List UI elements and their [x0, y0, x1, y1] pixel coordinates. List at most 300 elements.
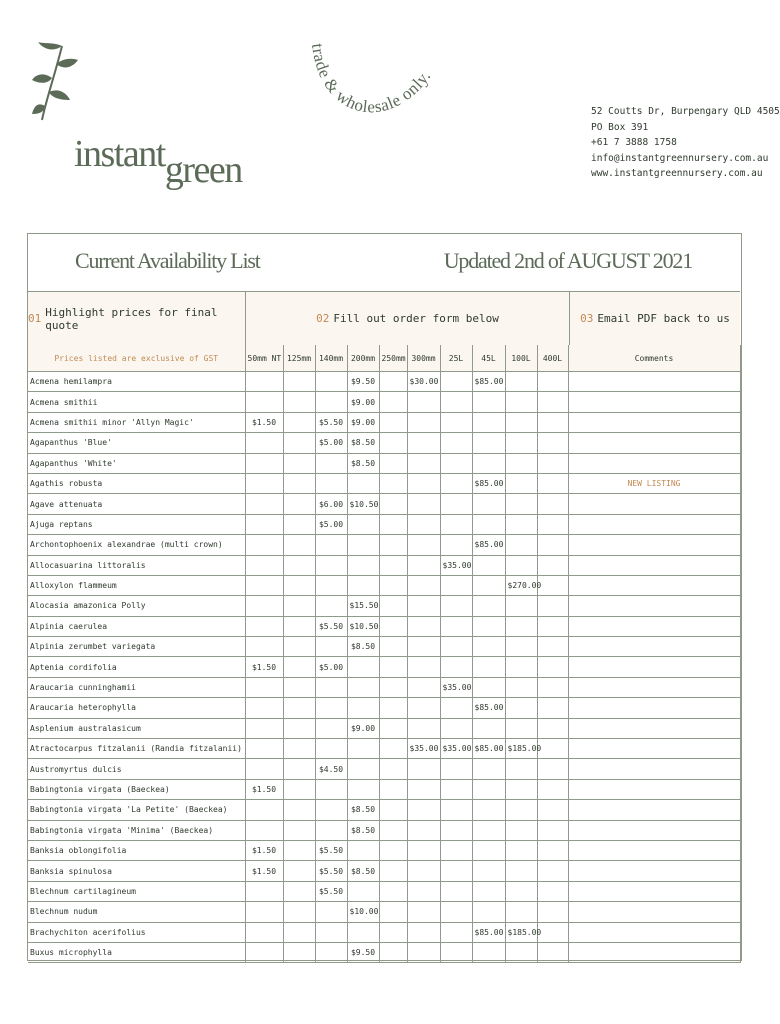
price-cell[interactable] — [245, 677, 283, 697]
price-cell[interactable] — [315, 392, 347, 412]
price-cell[interactable]: $5.50 — [315, 616, 347, 636]
price-cell[interactable] — [505, 473, 537, 493]
price-cell[interactable] — [245, 800, 283, 820]
price-cell[interactable] — [440, 840, 472, 860]
price-cell[interactable] — [505, 881, 537, 901]
price-cell[interactable] — [379, 739, 407, 759]
price-cell[interactable] — [407, 718, 440, 738]
price-cell[interactable] — [537, 433, 568, 453]
price-cell[interactable] — [472, 657, 505, 677]
price-cell[interactable]: $85.00 — [472, 473, 505, 493]
price-cell[interactable]: $1.50 — [245, 412, 283, 432]
price-cell[interactable] — [407, 677, 440, 697]
price-cell[interactable] — [440, 922, 472, 942]
price-cell[interactable] — [283, 881, 315, 901]
price-cell[interactable] — [472, 942, 505, 962]
price-cell[interactable] — [407, 555, 440, 575]
price-cell[interactable] — [407, 535, 440, 555]
price-cell[interactable] — [472, 759, 505, 779]
price-cell[interactable] — [440, 494, 472, 514]
price-cell[interactable] — [379, 902, 407, 922]
price-cell[interactable] — [283, 861, 315, 881]
price-cell[interactable] — [440, 657, 472, 677]
price-cell[interactable]: $8.50 — [347, 820, 379, 840]
price-cell[interactable] — [505, 412, 537, 432]
price-cell[interactable]: $5.50 — [315, 861, 347, 881]
price-cell[interactable] — [245, 372, 283, 392]
price-cell[interactable] — [505, 677, 537, 697]
price-cell[interactable] — [407, 942, 440, 962]
price-cell[interactable] — [315, 677, 347, 697]
price-cell[interactable] — [347, 555, 379, 575]
price-cell[interactable] — [379, 494, 407, 514]
price-cell[interactable] — [407, 596, 440, 616]
comment-cell[interactable] — [568, 739, 740, 759]
price-cell[interactable] — [379, 820, 407, 840]
price-cell[interactable]: $5.00 — [315, 514, 347, 534]
price-cell[interactable] — [440, 902, 472, 922]
price-cell[interactable] — [379, 698, 407, 718]
price-cell[interactable] — [537, 616, 568, 636]
price-cell[interactable] — [283, 392, 315, 412]
price-cell[interactable] — [347, 535, 379, 555]
comment-cell[interactable] — [568, 412, 740, 432]
price-cell[interactable] — [407, 698, 440, 718]
comment-cell[interactable] — [568, 575, 740, 595]
price-cell[interactable] — [283, 473, 315, 493]
comment-cell[interactable] — [568, 881, 740, 901]
price-cell[interactable] — [440, 473, 472, 493]
price-cell[interactable] — [505, 372, 537, 392]
price-cell[interactable] — [505, 616, 537, 636]
price-cell[interactable] — [283, 840, 315, 860]
price-cell[interactable] — [505, 779, 537, 799]
price-cell[interactable] — [505, 820, 537, 840]
price-cell[interactable]: $5.50 — [315, 412, 347, 432]
price-cell[interactable] — [537, 575, 568, 595]
price-cell[interactable] — [440, 596, 472, 616]
price-cell[interactable] — [407, 779, 440, 799]
price-cell[interactable] — [347, 677, 379, 697]
price-cell[interactable] — [407, 840, 440, 860]
price-cell[interactable]: $9.50 — [347, 942, 379, 962]
price-cell[interactable] — [245, 718, 283, 738]
price-cell[interactable] — [537, 718, 568, 738]
price-cell[interactable] — [407, 616, 440, 636]
price-cell[interactable] — [440, 637, 472, 657]
price-cell[interactable] — [283, 372, 315, 392]
price-cell[interactable] — [407, 922, 440, 942]
price-cell[interactable]: $5.00 — [315, 433, 347, 453]
price-cell[interactable]: $1.50 — [245, 657, 283, 677]
price-cell[interactable] — [407, 820, 440, 840]
price-cell[interactable] — [440, 412, 472, 432]
price-cell[interactable]: $1.50 — [245, 779, 283, 799]
comment-cell[interactable] — [568, 616, 740, 636]
price-cell[interactable] — [283, 494, 315, 514]
price-cell[interactable] — [347, 657, 379, 677]
price-cell[interactable] — [440, 698, 472, 718]
price-cell[interactable] — [379, 433, 407, 453]
price-cell[interactable] — [245, 902, 283, 922]
price-cell[interactable] — [245, 494, 283, 514]
price-cell[interactable] — [537, 555, 568, 575]
price-cell[interactable] — [537, 800, 568, 820]
price-cell[interactable] — [537, 922, 568, 942]
comment-cell[interactable] — [568, 514, 740, 534]
price-cell[interactable] — [283, 759, 315, 779]
price-cell[interactable] — [283, 575, 315, 595]
price-cell[interactable] — [407, 433, 440, 453]
price-cell[interactable]: $35.00 — [440, 677, 472, 697]
price-cell[interactable] — [472, 575, 505, 595]
price-cell[interactable] — [245, 555, 283, 575]
price-cell[interactable]: $10.00 — [347, 902, 379, 922]
price-cell[interactable] — [283, 453, 315, 473]
price-cell[interactable] — [283, 514, 315, 534]
price-cell[interactable]: $1.50 — [245, 840, 283, 860]
price-cell[interactable] — [505, 800, 537, 820]
price-cell[interactable] — [440, 881, 472, 901]
price-cell[interactable] — [472, 637, 505, 657]
email-link[interactable]: info@instantgreennursery.com.au — [591, 152, 769, 164]
price-cell[interactable] — [245, 942, 283, 962]
price-cell[interactable]: $8.50 — [347, 433, 379, 453]
price-cell[interactable] — [472, 677, 505, 697]
price-cell[interactable] — [315, 922, 347, 942]
price-cell[interactable]: $85.00 — [472, 698, 505, 718]
price-cell[interactable] — [379, 942, 407, 962]
price-cell[interactable] — [537, 514, 568, 534]
price-cell[interactable] — [440, 453, 472, 473]
price-cell[interactable] — [315, 739, 347, 759]
price-cell[interactable] — [379, 922, 407, 942]
price-cell[interactable] — [283, 657, 315, 677]
price-cell[interactable] — [407, 861, 440, 881]
price-cell[interactable] — [283, 555, 315, 575]
price-cell[interactable] — [379, 372, 407, 392]
price-cell[interactable] — [472, 616, 505, 636]
price-cell[interactable]: $8.50 — [347, 637, 379, 657]
price-cell[interactable] — [440, 535, 472, 555]
price-cell[interactable] — [472, 392, 505, 412]
comment-cell[interactable] — [568, 759, 740, 779]
comment-cell[interactable] — [568, 718, 740, 738]
price-cell[interactable] — [537, 372, 568, 392]
price-cell[interactable]: $30.00 — [407, 372, 440, 392]
price-cell[interactable] — [379, 596, 407, 616]
price-cell[interactable] — [472, 596, 505, 616]
price-cell[interactable] — [505, 942, 537, 962]
price-cell[interactable] — [245, 616, 283, 636]
price-cell[interactable] — [379, 800, 407, 820]
price-cell[interactable] — [537, 861, 568, 881]
price-cell[interactable] — [472, 453, 505, 473]
price-cell[interactable] — [245, 881, 283, 901]
price-cell[interactable]: $35.00 — [440, 739, 472, 759]
price-cell[interactable] — [283, 942, 315, 962]
price-cell[interactable] — [315, 555, 347, 575]
price-cell[interactable] — [283, 902, 315, 922]
price-cell[interactable] — [440, 800, 472, 820]
price-cell[interactable] — [440, 861, 472, 881]
price-cell[interactable]: $8.50 — [347, 861, 379, 881]
comment-cell[interactable] — [568, 820, 740, 840]
price-cell[interactable] — [379, 657, 407, 677]
price-cell[interactable] — [472, 514, 505, 534]
price-cell[interactable] — [347, 881, 379, 901]
price-cell[interactable]: $85.00 — [472, 372, 505, 392]
price-cell[interactable] — [440, 718, 472, 738]
comment-cell[interactable] — [568, 596, 740, 616]
price-cell[interactable]: $85.00 — [472, 535, 505, 555]
price-cell[interactable]: $85.00 — [472, 739, 505, 759]
price-cell[interactable] — [472, 840, 505, 860]
price-cell[interactable] — [315, 637, 347, 657]
price-cell[interactable]: $5.00 — [315, 657, 347, 677]
price-cell[interactable]: $6.00 — [315, 494, 347, 514]
price-cell[interactable] — [537, 473, 568, 493]
price-cell[interactable] — [283, 779, 315, 799]
price-cell[interactable] — [379, 759, 407, 779]
price-cell[interactable] — [407, 575, 440, 595]
price-cell[interactable]: $9.00 — [347, 718, 379, 738]
price-cell[interactable] — [379, 616, 407, 636]
price-cell[interactable] — [472, 718, 505, 738]
price-cell[interactable] — [315, 942, 347, 962]
price-cell[interactable] — [379, 779, 407, 799]
price-cell[interactable] — [407, 759, 440, 779]
price-cell[interactable] — [315, 453, 347, 473]
price-cell[interactable] — [283, 535, 315, 555]
comment-cell[interactable]: NEW LISTING — [568, 473, 740, 493]
price-cell[interactable] — [379, 473, 407, 493]
price-cell[interactable] — [407, 514, 440, 534]
price-cell[interactable]: $10.50 — [347, 494, 379, 514]
price-cell[interactable] — [315, 779, 347, 799]
price-cell[interactable] — [537, 657, 568, 677]
comment-cell[interactable] — [568, 392, 740, 412]
price-cell[interactable] — [283, 677, 315, 697]
price-cell[interactable] — [379, 514, 407, 534]
price-cell[interactable] — [283, 739, 315, 759]
price-cell[interactable] — [537, 840, 568, 860]
price-cell[interactable] — [407, 800, 440, 820]
price-cell[interactable] — [283, 637, 315, 657]
price-cell[interactable] — [472, 881, 505, 901]
price-cell[interactable] — [407, 412, 440, 432]
price-cell[interactable] — [472, 800, 505, 820]
price-cell[interactable] — [283, 433, 315, 453]
price-cell[interactable] — [379, 412, 407, 432]
price-cell[interactable] — [505, 698, 537, 718]
price-cell[interactable] — [283, 412, 315, 432]
price-cell[interactable] — [347, 759, 379, 779]
price-cell[interactable]: $9.00 — [347, 412, 379, 432]
price-cell[interactable] — [472, 820, 505, 840]
price-cell[interactable] — [440, 392, 472, 412]
price-cell[interactable]: $85.00 — [472, 922, 505, 942]
price-cell[interactable] — [283, 800, 315, 820]
price-cell[interactable] — [537, 881, 568, 901]
price-cell[interactable] — [315, 698, 347, 718]
price-cell[interactable] — [283, 698, 315, 718]
price-cell[interactable] — [347, 779, 379, 799]
price-cell[interactable]: $8.50 — [347, 453, 379, 473]
price-cell[interactable]: $5.50 — [315, 881, 347, 901]
price-cell[interactable] — [537, 942, 568, 962]
comment-cell[interactable] — [568, 433, 740, 453]
price-cell[interactable] — [379, 718, 407, 738]
price-cell[interactable] — [407, 637, 440, 657]
price-cell[interactable] — [315, 902, 347, 922]
price-cell[interactable] — [379, 453, 407, 473]
price-cell[interactable] — [407, 453, 440, 473]
price-cell[interactable] — [245, 759, 283, 779]
price-cell[interactable]: $9.50 — [347, 372, 379, 392]
price-cell[interactable] — [407, 657, 440, 677]
price-cell[interactable] — [245, 922, 283, 942]
price-cell[interactable] — [440, 942, 472, 962]
price-cell[interactable] — [347, 840, 379, 860]
price-cell[interactable] — [315, 535, 347, 555]
price-cell[interactable] — [505, 902, 537, 922]
price-cell[interactable] — [505, 494, 537, 514]
price-cell[interactable] — [379, 881, 407, 901]
price-cell[interactable] — [472, 412, 505, 432]
price-cell[interactable]: $15.50 — [347, 596, 379, 616]
price-cell[interactable] — [245, 596, 283, 616]
price-cell[interactable] — [315, 596, 347, 616]
price-cell[interactable] — [472, 433, 505, 453]
price-cell[interactable] — [315, 372, 347, 392]
price-cell[interactable] — [407, 473, 440, 493]
price-cell[interactable]: $5.50 — [315, 840, 347, 860]
price-cell[interactable] — [537, 698, 568, 718]
price-cell[interactable] — [245, 514, 283, 534]
comment-cell[interactable] — [568, 942, 740, 962]
comment-cell[interactable] — [568, 677, 740, 697]
price-cell[interactable] — [245, 739, 283, 759]
price-cell[interactable]: $9.00 — [347, 392, 379, 412]
price-cell[interactable] — [347, 739, 379, 759]
price-cell[interactable] — [245, 433, 283, 453]
price-cell[interactable] — [505, 759, 537, 779]
price-cell[interactable] — [347, 698, 379, 718]
price-cell[interactable] — [440, 372, 472, 392]
comment-cell[interactable] — [568, 922, 740, 942]
price-cell[interactable] — [505, 433, 537, 453]
comment-cell[interactable] — [568, 555, 740, 575]
price-cell[interactable] — [347, 514, 379, 534]
price-cell[interactable] — [245, 535, 283, 555]
price-cell[interactable] — [245, 698, 283, 718]
price-cell[interactable] — [245, 473, 283, 493]
price-cell[interactable] — [315, 718, 347, 738]
comment-cell[interactable] — [568, 698, 740, 718]
price-cell[interactable] — [537, 759, 568, 779]
price-cell[interactable] — [472, 494, 505, 514]
price-cell[interactable] — [505, 861, 537, 881]
comment-cell[interactable] — [568, 657, 740, 677]
price-cell[interactable] — [505, 840, 537, 860]
price-cell[interactable]: $35.00 — [407, 739, 440, 759]
price-cell[interactable] — [537, 392, 568, 412]
comment-cell[interactable] — [568, 453, 740, 473]
comment-cell[interactable] — [568, 535, 740, 555]
price-cell[interactable] — [440, 616, 472, 636]
price-cell[interactable] — [505, 535, 537, 555]
price-cell[interactable] — [379, 392, 407, 412]
price-cell[interactable]: $185.00 — [505, 922, 537, 942]
price-cell[interactable] — [537, 637, 568, 657]
price-cell[interactable] — [505, 596, 537, 616]
price-cell[interactable] — [379, 555, 407, 575]
price-cell[interactable] — [379, 677, 407, 697]
price-cell[interactable] — [283, 596, 315, 616]
price-cell[interactable] — [472, 555, 505, 575]
price-cell[interactable] — [537, 494, 568, 514]
price-cell[interactable] — [315, 575, 347, 595]
comment-cell[interactable] — [568, 840, 740, 860]
price-cell[interactable] — [537, 535, 568, 555]
price-cell[interactable]: $35.00 — [440, 555, 472, 575]
price-cell[interactable] — [407, 881, 440, 901]
price-cell[interactable] — [440, 575, 472, 595]
comment-cell[interactable] — [568, 372, 740, 392]
comment-cell[interactable] — [568, 902, 740, 922]
price-cell[interactable] — [315, 820, 347, 840]
comment-cell[interactable] — [568, 800, 740, 820]
price-cell[interactable] — [245, 637, 283, 657]
price-cell[interactable] — [347, 922, 379, 942]
price-cell[interactable] — [245, 392, 283, 412]
price-cell[interactable] — [440, 514, 472, 534]
price-cell[interactable] — [472, 861, 505, 881]
price-cell[interactable] — [407, 902, 440, 922]
price-cell[interactable] — [537, 412, 568, 432]
price-cell[interactable] — [537, 779, 568, 799]
price-cell[interactable] — [283, 616, 315, 636]
price-cell[interactable] — [505, 453, 537, 473]
price-cell[interactable]: $4.50 — [315, 759, 347, 779]
price-cell[interactable] — [379, 840, 407, 860]
price-cell[interactable] — [407, 494, 440, 514]
price-cell[interactable] — [245, 575, 283, 595]
price-cell[interactable] — [505, 718, 537, 738]
price-cell[interactable] — [379, 637, 407, 657]
price-cell[interactable] — [283, 718, 315, 738]
price-cell[interactable] — [505, 555, 537, 575]
price-cell[interactable] — [283, 922, 315, 942]
price-cell[interactable] — [440, 433, 472, 453]
price-cell[interactable] — [347, 575, 379, 595]
price-cell[interactable] — [379, 575, 407, 595]
price-cell[interactable]: $8.50 — [347, 800, 379, 820]
price-cell[interactable] — [537, 596, 568, 616]
comment-cell[interactable] — [568, 779, 740, 799]
comment-cell[interactable] — [568, 637, 740, 657]
price-cell[interactable] — [347, 473, 379, 493]
comment-cell[interactable] — [568, 494, 740, 514]
price-cell[interactable] — [245, 820, 283, 840]
price-cell[interactable] — [505, 657, 537, 677]
price-cell[interactable] — [505, 392, 537, 412]
price-cell[interactable]: $270.00 — [505, 575, 537, 595]
price-cell[interactable] — [537, 677, 568, 697]
price-cell[interactable] — [379, 861, 407, 881]
price-cell[interactable]: $185.00 — [505, 739, 537, 759]
